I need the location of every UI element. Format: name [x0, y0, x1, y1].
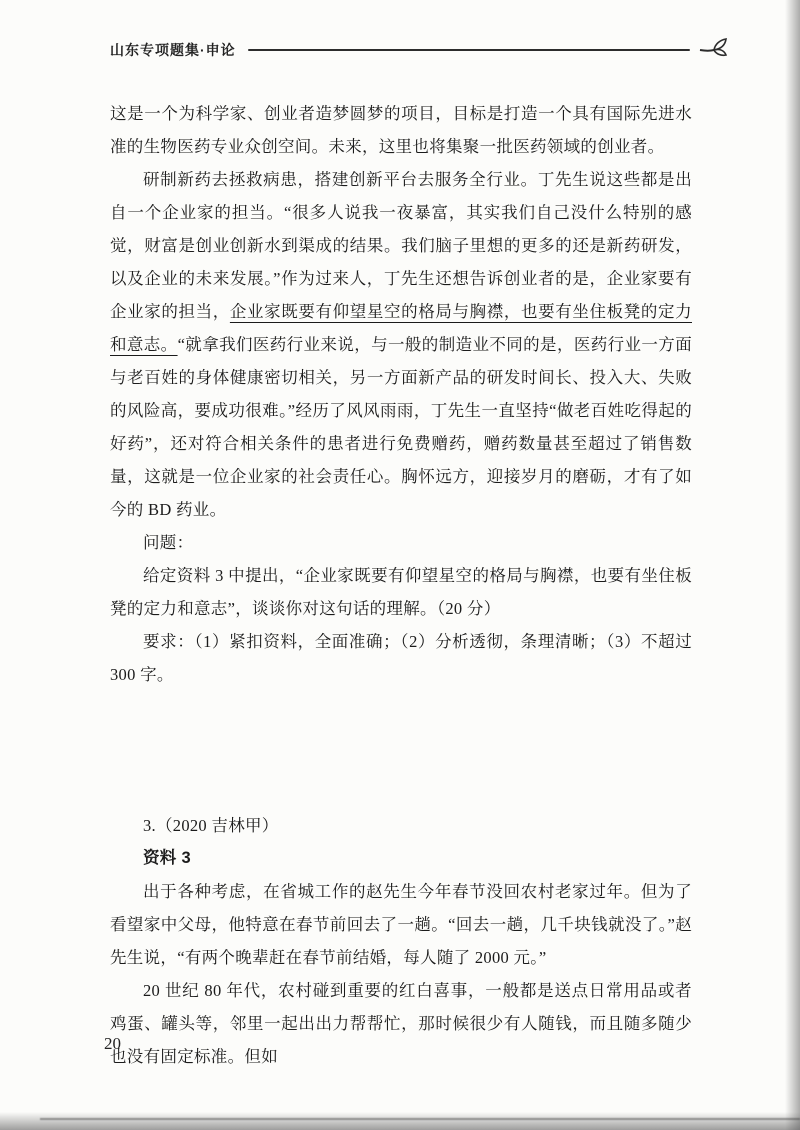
section3-heading: 3.（2020 吉林甲） — [143, 816, 279, 835]
question-label: 问题： — [143, 533, 194, 552]
leaf-icon — [698, 36, 728, 64]
scan-edge-bottom — [0, 1112, 800, 1130]
header-title: 山东专项题集·申论 — [110, 42, 236, 58]
paragraph-story-underlined-quote: 企业家既要有仰望星空的格局与胸襟，也要有坐住板凳的定力和意志。 — [110, 302, 692, 354]
paragraph-1980s: 20 世纪 80 年代，农村碰到重要的红白喜事，一般都是送点日常用品或者鸡蛋、罐头等，邻里一起出出力帮帮忙，那时候很少有人随钱，而且随多随少也没有固定标准。但如 — [110, 981, 692, 1066]
page-header — [110, 36, 728, 64]
document-body — [110, 97, 692, 1073]
paragraph-intro: 这是一个为科学家、创业者造梦圆梦的项目，目标是打造一个具有国际先进水准的生物医药专业众创空间。未来，这里也将集聚一批医药领域的创业者。 — [110, 104, 692, 156]
question-text: 给定资料 3 中提出，“企业家既要有仰望星空的格局与胸襟，也要有坐住板凳的定力和意志”，谈谈你对这句话的理解。（20 分） — [110, 566, 692, 618]
paragraph-story-text-after: “就拿我们医药行业来说，与一般的制造业不同的是，医药行业一方面与老百姓的身体健康密切相关，另一方面新产品的研发时间长、投入大、失败的风险高，要成功很难。”经历了风风雨雨，丁先生一直坚持“做老百姓吃得起的好药”，还对符合相关条件的患者进行免费赠药，赠药数量甚至超过了销售数量，这就是一位企业家的社会责任心。胸怀远方，迎接岁月的磨砺，才有了如今的 BD 药业。 — [110, 335, 692, 519]
scan-edge-right — [785, 0, 800, 1130]
requirements-text: 要求：（1）紧扣资料，全面准确；（2）分析透彻，条理清晰；（3）不超过 300 字。 — [110, 632, 692, 684]
paragraph-story — [110, 163, 692, 526]
paragraph-zhao: 出于各种考虑，在省城工作的赵先生今年春节没回农村老家过年。但为了看望家中父母，他特意在春节前回去了一趟。“回去一趟，几千块钱就没了。”赵先生说，“有两个晚辈赶在春节前结婚，每人随了 2000 元。” — [110, 882, 692, 967]
section-gap — [110, 691, 692, 809]
page-number: 20 — [104, 1034, 121, 1053]
header-rule — [248, 49, 690, 51]
material3-label: 资料 3 — [143, 849, 191, 867]
paragraph-story-text-before: 研制新药去拯救病患，搭建创新平台去服务全行业。丁先生说这些都是出自一个企业家的担当。“很多人说我一夜暴富，其实我们自己没什么特别的感觉，财富是创业创新水到渠成的结果。我们脑子里想的更多的还是新药研发，以及企业的未来发展。”作为过来人，丁先生还想告诉创业者的是，企业家要有企业家的担当， — [110, 170, 692, 321]
scan-line-bottom — [40, 1118, 800, 1120]
